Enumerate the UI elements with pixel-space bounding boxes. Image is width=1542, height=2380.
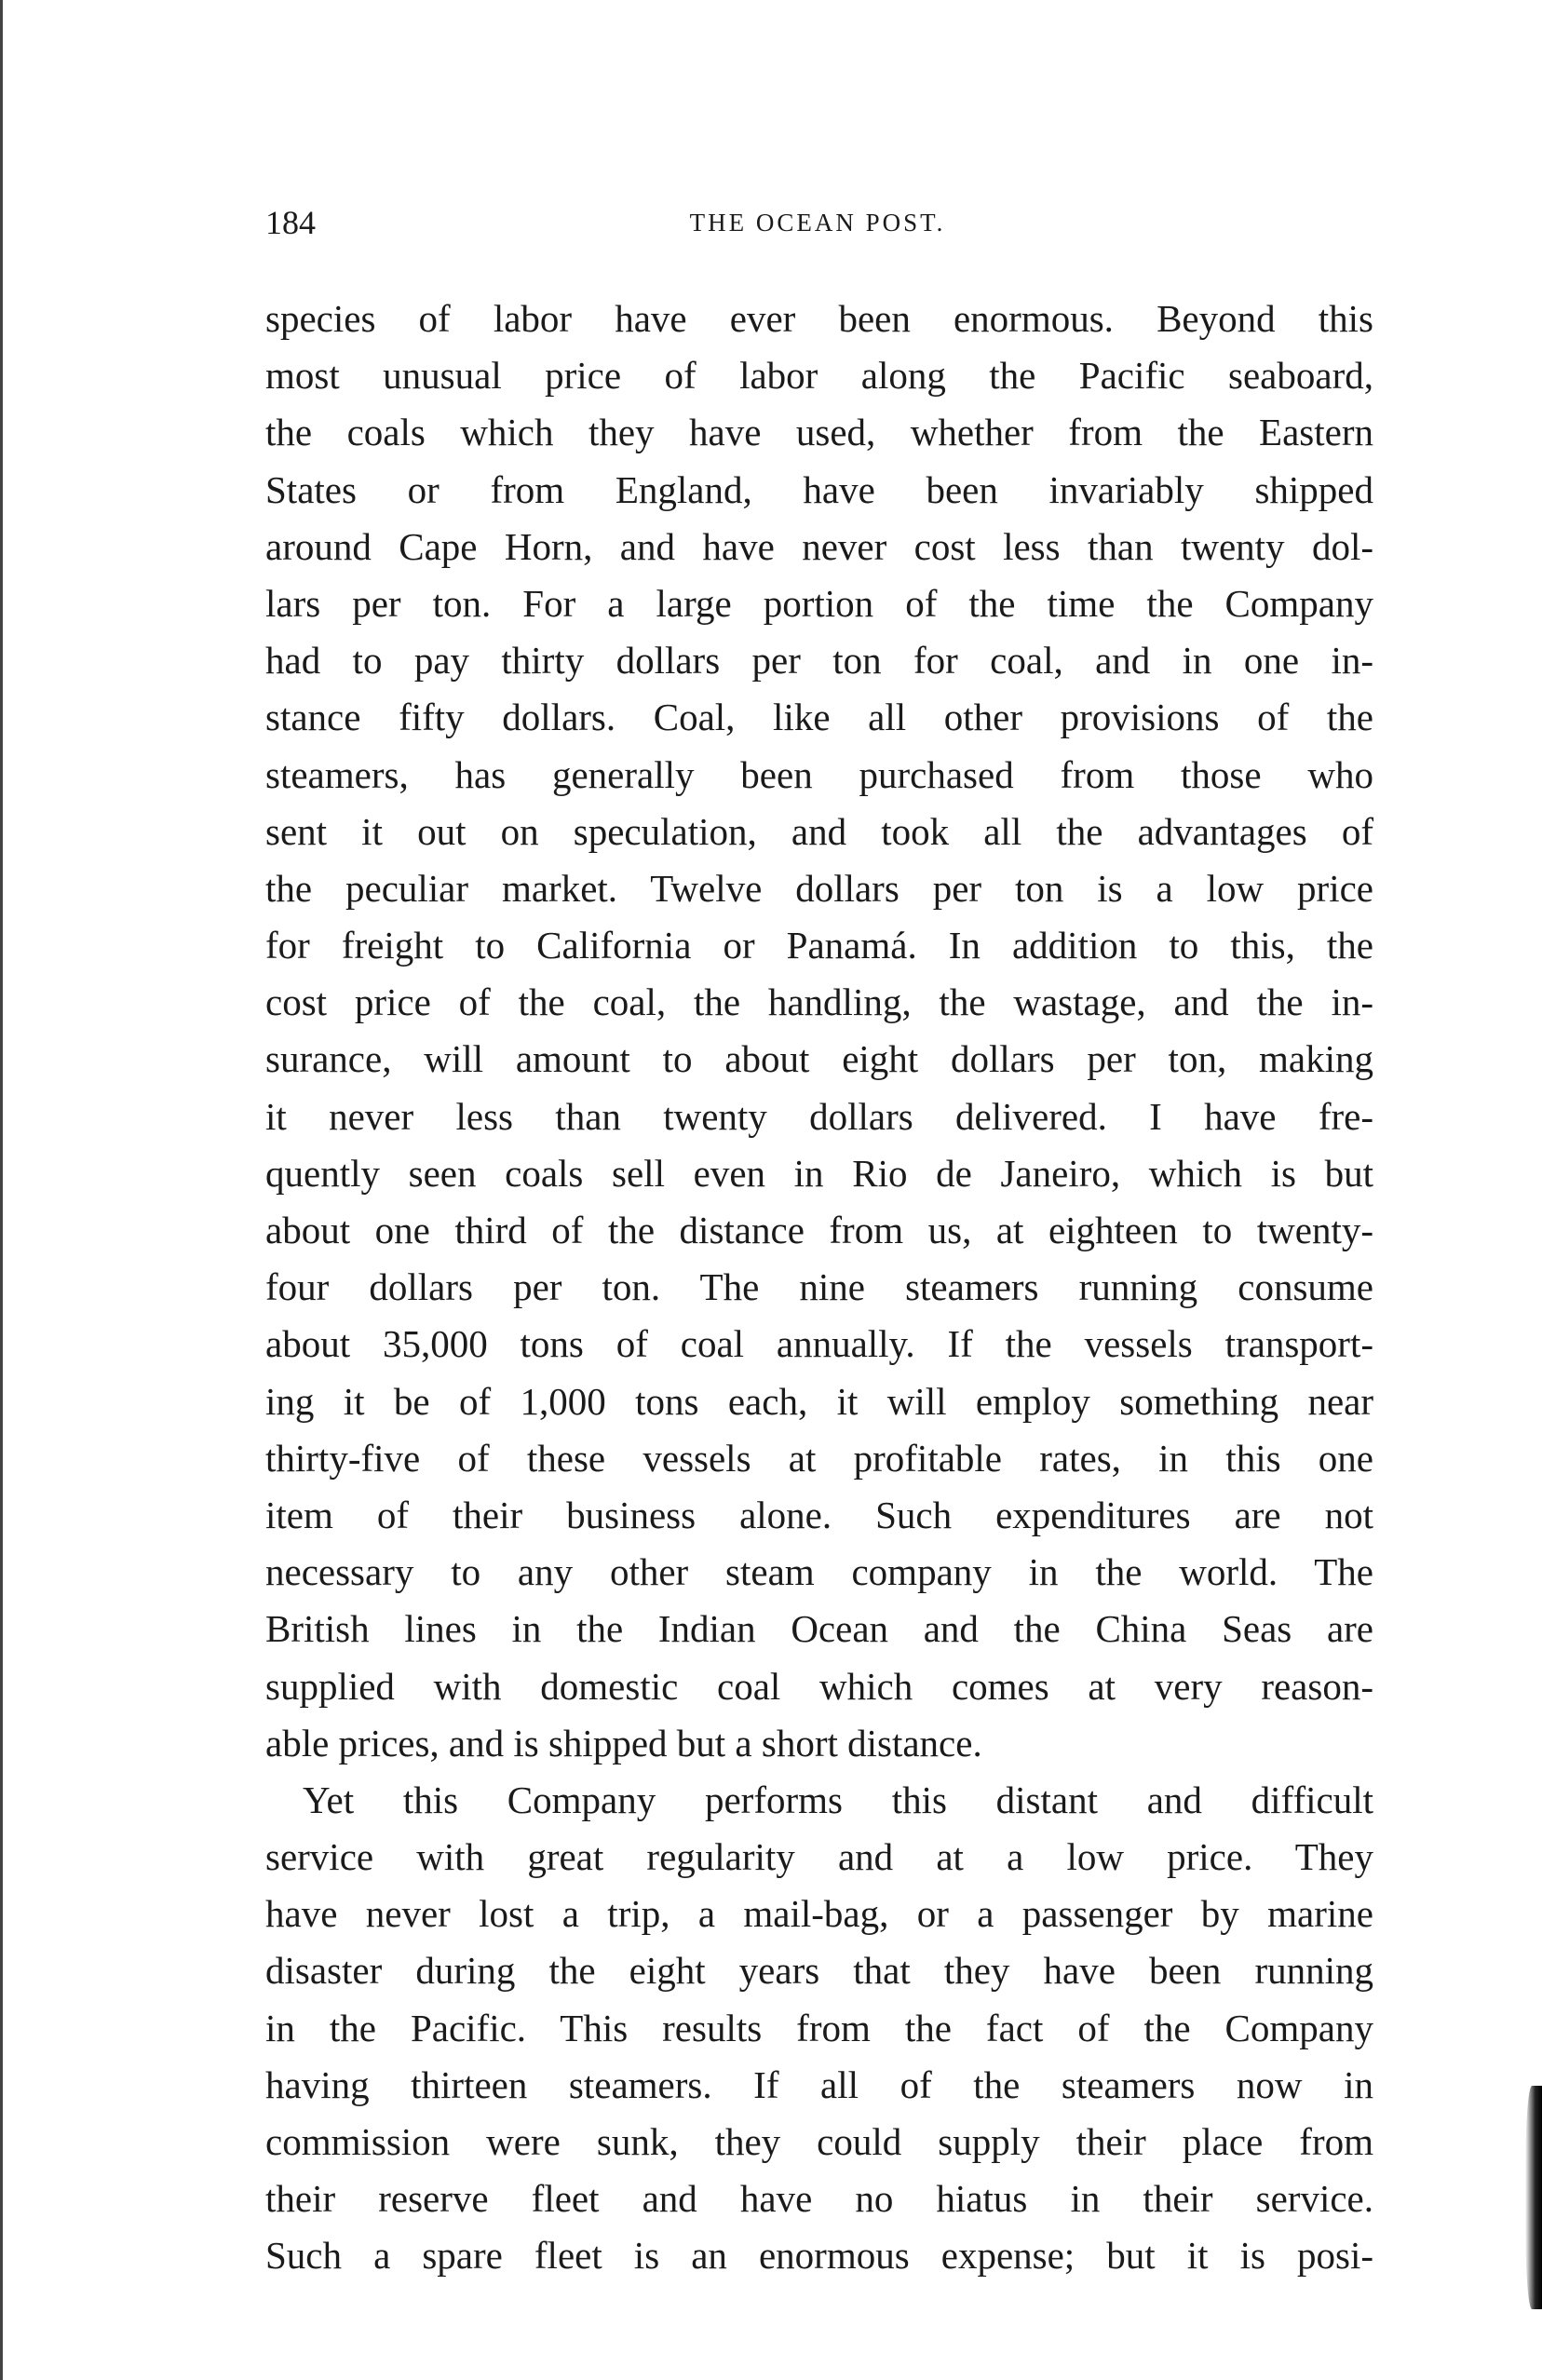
text-line: most unusual price of labor along the Pacific seaboard, [265, 354, 1373, 398]
text-line: stance fifty dollars. Coal, like all other provisions of the [265, 696, 1373, 739]
text-line: ing it be of 1,000 tons each, it will employ something near [265, 1379, 1373, 1423]
text-line: lars per ton. For a large portion of the time the Company [265, 581, 1373, 625]
text-line: disaster during the eight years that they have been running [265, 1949, 1373, 1993]
text-line: about 35,000 tons of coal annually. If the vessels transport- [265, 1322, 1373, 1366]
text-line: supplied with domestic coal which comes at very reason- [265, 1664, 1373, 1708]
text-line: necessary to any other steam company in the world. The [265, 1550, 1373, 1594]
text-line: Yet this Company performs this distant and difficult [303, 1778, 1373, 1821]
text-line: Such a spare fleet is an enormous expense; but it is posi- [265, 2234, 1373, 2278]
text-line: the coals which they have used, whether from the Eastern [265, 411, 1373, 454]
paragraph [265, 1772, 1373, 2285]
text-line: four dollars per ton. The nine steamers running consume [265, 1265, 1373, 1309]
text-line: States or from England, have been invariably shipped [265, 467, 1373, 511]
text-line: sent it out on speculation, and took all the advantages of [265, 809, 1373, 853]
text-line: it never less than twenty dollars delivered. I have fre- [265, 1094, 1373, 1138]
text-line: having thirteen steamers. If all of the steamers now in [265, 2062, 1373, 2106]
text-line: commission were sunk, they could supply their place from [265, 2120, 1373, 2163]
text-line: about one third of the distance from us, at eighteen to twenty- [265, 1209, 1373, 1251]
text-line: surance, will amount to about eight dollars per ton, making [265, 1037, 1373, 1081]
text-line: item of their business alone. Such expenditures are not [265, 1493, 1373, 1536]
text-line: thirty-five of these vessels at profitable rates, in this one [265, 1436, 1373, 1480]
text-line: their reserve fleet and have no hiatus in their service. [265, 2177, 1373, 2221]
page-number: 184 [265, 204, 316, 241]
running-title: THE OCEAN POST. [689, 209, 946, 237]
text-line: quently seen coals sell even in Rio de Janeiro, which is but [265, 1151, 1373, 1195]
paragraph [265, 291, 1373, 1772]
page-body [265, 291, 1373, 2285]
text-line: species of labor have ever been enormous. Beyond this [265, 297, 1373, 340]
text-line: around Cape Horn, and have never cost less than twenty dol- [265, 524, 1373, 568]
text-line: steamers, has generally been purchased from those who [265, 752, 1373, 796]
text-line: the peculiar market. Twelve dollars per ton is a low price [265, 866, 1373, 910]
scan-edge-left [0, 0, 3, 2380]
text-line: able prices, and is shipped but a short distance. [265, 1721, 982, 1765]
text-line: for freight to California or Panamá. In addition to this, the [265, 924, 1373, 967]
text-line: cost price of the coal, the handling, the wastage, and the in- [265, 980, 1373, 1024]
text-line: British lines in the Indian Ocean and the China Seas are [265, 1607, 1373, 1651]
text-line: have never lost a trip, a mail-bag, or a passenger by marine [265, 1892, 1373, 1936]
text-line: in the Pacific. This results from the fact of the Company [265, 2006, 1373, 2049]
text-line: service with great regularity and at a low price. They [265, 1835, 1373, 1879]
scan-edge-right [1525, 2086, 1542, 2309]
text-line: had to pay thirty dollars per ton for coal, and in one in- [265, 639, 1373, 683]
